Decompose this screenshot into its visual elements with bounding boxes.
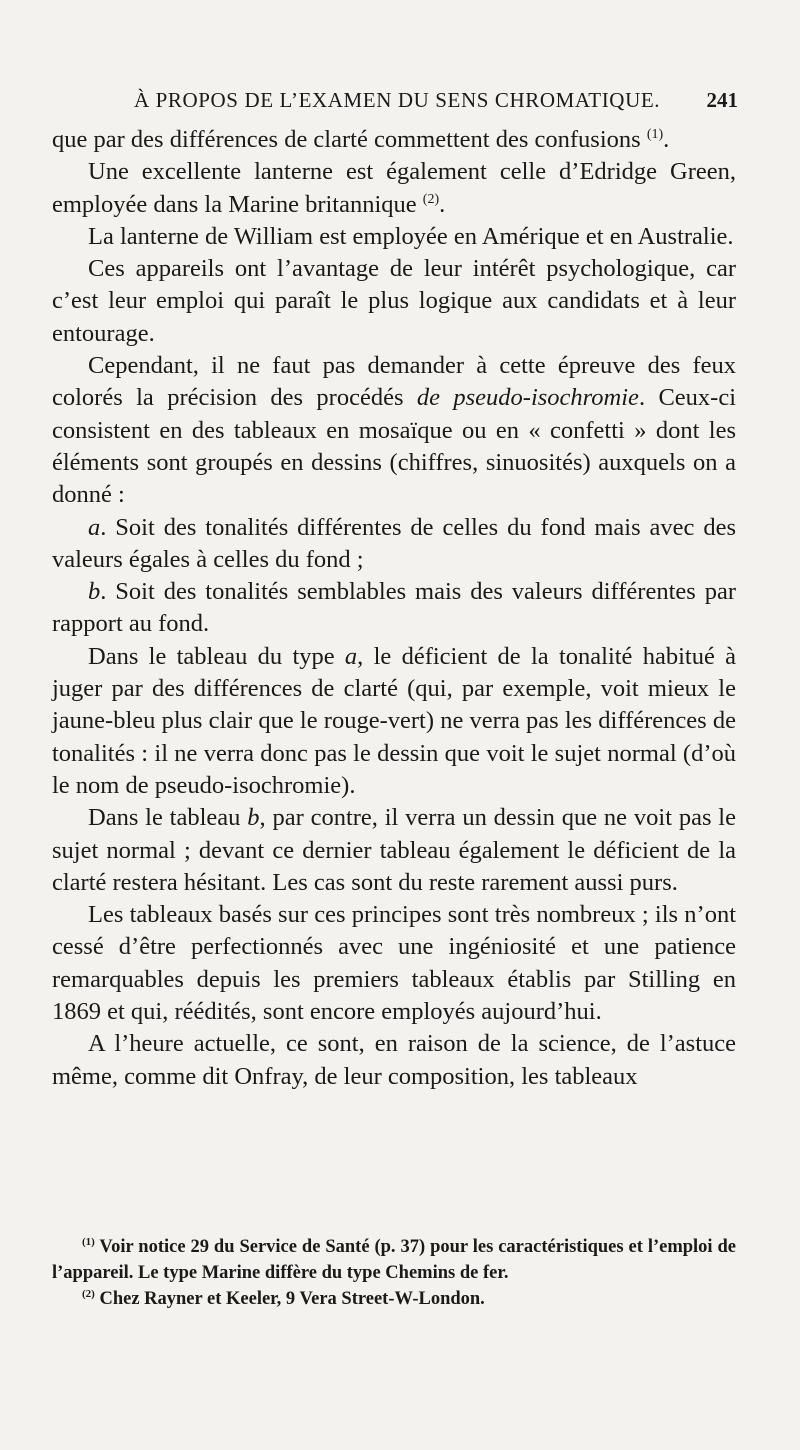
footnote-ref-2: (2) (422, 191, 440, 207)
paragraph-1: que par des différences de clarté commettent des confusions $^{(1)}$. (52, 126, 670, 153)
paragraph-3: La lanterne de William est employée en Amérique et en Australie. (88, 222, 734, 250)
footnote-ref-1: (1) (646, 127, 664, 142)
page-header (58, 88, 738, 118)
running-title: À PROPOS DE L’EXAMEN DU SENS CHROMATIQUE. (134, 88, 661, 112)
paragraph-9: A l’heure actuelle, ce sont, en raison de la science, de l’astuce même, comme dit Onfray, de leur composition, les tableaux (52, 1030, 736, 1090)
paragraph-2: Une excellente lanterne est également celle d’Edridge Green, employée dans la Marine britannique $^{(2)}$. (52, 158, 736, 218)
paragraph-8: Les tableaux basés sur ces principes sont très nombreux ; ils n’ont cessé d’être perfectionnés avec une ingéniosité et une patience remarquables depuis les premiers tableaux établis par Stilling en 1869 et qui, réédités, sont encore employés aujourd’hui. (52, 901, 736, 1026)
footnote-2: $^{(2)}$ Chez Rayner et Keeler, 9 Vera Street-W-London. (82, 1288, 485, 1309)
list-item-a: a. Soit des tonalités différentes de celles du fond mais avec des valeurs égales à celles du fond ; (52, 513, 736, 573)
italic-term: de pseudo-isochromie (416, 384, 639, 412)
page-number: 241 (706, 88, 738, 112)
paragraph-7: Dans le tableau b, par contre, il verra un dessin que ne voit pas le sujet normal ; devant ce dernier tableau également le déficient de la clarté restera hésitant. Les cas sont du reste rarement aussi purs. (52, 804, 736, 896)
list-label: b (88, 578, 101, 606)
body-text (52, 124, 736, 1093)
paragraph-5: Cependant, il ne faut pas demander à cette épreuve des feux colorés la précision des procédés de pseudo-isochromie. Ceux-ci consistent en des tableaux en mosaïque ou en « confetti » dont les éléments sont groupés en dessins (chiffres, sinuosités) auxquels on a donné : (52, 352, 736, 509)
paragraph-4: Ces appareils ont l’avantage de leur intérêt psychologique, car c’est leur emploi qui paraît le plus logique aux candidats et à leur entourage. (52, 255, 736, 347)
paragraph-6: Dans le tableau du type a, le déficient de la tonalité habitué à juger par des différences de clarté (qui, par exemple, voit mieux le jaune-bleu plus clair que le rouge-vert) ne verra pas les différences de tonalités : il ne verra donc pas le dessin que voit le sujet normal (d’où le nom de pseudo-isochromie). (52, 642, 736, 799)
list-label: a (88, 513, 101, 541)
footnote-1: $^{(1)}$ Voir notice 29 du Service de Santé (p. 37) pour les caractéristiques et l’emploi de l’appareil. Le type Marine diffère du type Chemins de fer. (52, 1236, 736, 1283)
footnotes (52, 1234, 736, 1312)
list-item-b: b. Soit des tonalités semblables mais des valeurs différentes par rapport au fond. (52, 578, 736, 638)
